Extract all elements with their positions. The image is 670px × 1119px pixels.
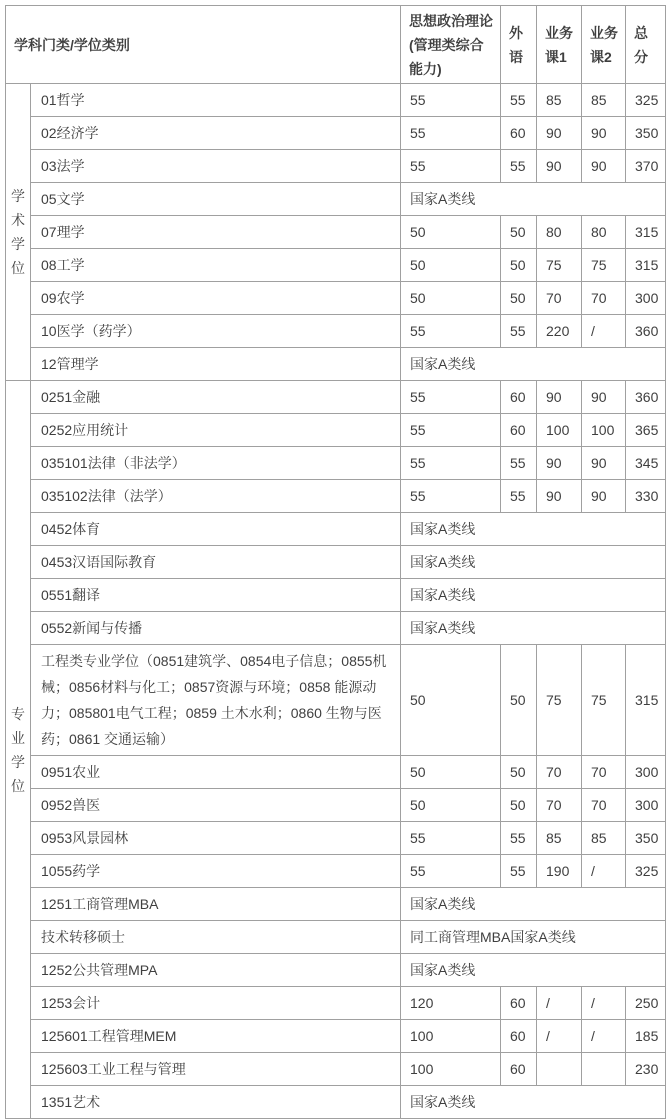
discipline-cell: 08工学 — [31, 249, 401, 282]
score-cell: 55 — [501, 150, 537, 183]
score-cell: 60 — [501, 1020, 537, 1053]
score-cell: 350 — [626, 822, 666, 855]
score-cell: 50 — [401, 249, 501, 282]
score-cell: 80 — [537, 216, 582, 249]
discipline-cell: 0953风景园林 — [31, 822, 401, 855]
discipline-cell: 0453汉语国际教育 — [31, 546, 401, 579]
section-group-cell — [6, 84, 31, 381]
discipline-cell: 07理学 — [31, 216, 401, 249]
col-header-politics: 思想政治理论(管理类综合能力) — [401, 6, 501, 84]
discipline-cell: 1055药学 — [31, 855, 401, 888]
score-cell: 100 — [582, 414, 626, 447]
score-cell: 50 — [501, 216, 537, 249]
discipline-cell: 035101法律（非法学） — [31, 447, 401, 480]
score-cell: 55 — [401, 84, 501, 117]
score-cell: 315 — [626, 216, 666, 249]
score-cell: 50 — [401, 282, 501, 315]
table-row — [6, 579, 666, 612]
score-cell: 90 — [582, 117, 626, 150]
score-cell: 90 — [582, 480, 626, 513]
score-span-cell: 国家A类线 — [401, 513, 666, 546]
score-cell: 120 — [401, 987, 501, 1020]
table-row — [6, 987, 666, 1020]
table-row — [6, 1020, 666, 1053]
col-header-discipline: 学科门类/学位类别 — [6, 6, 401, 84]
score-cell: 190 — [537, 855, 582, 888]
score-cell: 55 — [401, 315, 501, 348]
score-cell: 60 — [501, 381, 537, 414]
discipline-cell: 0952兽医 — [31, 789, 401, 822]
table-row — [6, 888, 666, 921]
score-cell: 90 — [582, 447, 626, 480]
table-row — [6, 216, 666, 249]
score-cell: 85 — [537, 84, 582, 117]
score-cell: 300 — [626, 789, 666, 822]
score-cell: 50 — [501, 756, 537, 789]
score-cell: / — [582, 855, 626, 888]
table-row — [6, 921, 666, 954]
discipline-cell: 1252公共管理MPA — [31, 954, 401, 987]
score-cell: 300 — [626, 756, 666, 789]
score-cell: 50 — [501, 789, 537, 822]
discipline-cell: 125601工程管理MEM — [31, 1020, 401, 1053]
score-cell: 315 — [626, 645, 666, 756]
score-cell: 60 — [501, 414, 537, 447]
score-cell: 75 — [582, 249, 626, 282]
score-cell: 325 — [626, 84, 666, 117]
discipline-cell: 0552新闻与传播 — [31, 612, 401, 645]
discipline-cell: 09农学 — [31, 282, 401, 315]
score-cell: 75 — [537, 645, 582, 756]
score-cell: 100 — [401, 1020, 501, 1053]
table-row — [6, 645, 666, 756]
score-cell: 90 — [537, 381, 582, 414]
score-cell: 75 — [582, 645, 626, 756]
table-row — [6, 84, 666, 117]
discipline-cell: 02经济学 — [31, 117, 401, 150]
col-header-foreign-language: 外语 — [501, 6, 537, 84]
score-cell: 55 — [401, 855, 501, 888]
discipline-cell: 1251工商管理MBA — [31, 888, 401, 921]
table-row — [6, 1086, 666, 1119]
discipline-cell: 1351艺术 — [31, 1086, 401, 1119]
discipline-cell: 工程类专业学位（0851建筑学、0854电子信息；0855机械；0856材料与化工；0857资源与环境；0858 能源动力；085801电气工程；0859 土木水利；0860 生物与医药；0861 交通运输） — [31, 645, 401, 756]
score-cell: / — [582, 1020, 626, 1053]
score-span-cell: 国家A类线 — [401, 579, 666, 612]
section-group-cell — [6, 381, 31, 1119]
table-row — [6, 546, 666, 579]
score-cell: 55 — [501, 84, 537, 117]
score-cell: 55 — [401, 822, 501, 855]
score-cell: 350 — [626, 117, 666, 150]
score-cell: 90 — [582, 150, 626, 183]
score-cell: 60 — [501, 1053, 537, 1086]
score-cell: 70 — [537, 756, 582, 789]
section-group-label: 学术学位 — [11, 188, 25, 276]
score-cell: 55 — [401, 117, 501, 150]
score-cell: 55 — [501, 480, 537, 513]
discipline-cell: 0452体育 — [31, 513, 401, 546]
score-span-cell: 国家A类线 — [401, 1086, 666, 1119]
score-cell: 330 — [626, 480, 666, 513]
score-cell: 250 — [626, 987, 666, 1020]
score-cell: 50 — [501, 249, 537, 282]
score-cell: 315 — [626, 249, 666, 282]
table-row — [6, 789, 666, 822]
discipline-cell: 0951农业 — [31, 756, 401, 789]
discipline-cell: 1253会计 — [31, 987, 401, 1020]
score-cell: 75 — [537, 249, 582, 282]
score-cell — [537, 1053, 582, 1086]
score-cell: 70 — [582, 282, 626, 315]
table-row — [6, 315, 666, 348]
score-cell: 325 — [626, 855, 666, 888]
score-cell: 55 — [401, 381, 501, 414]
score-cell: 50 — [401, 756, 501, 789]
score-cell: 50 — [401, 789, 501, 822]
table-row — [6, 249, 666, 282]
score-span-cell: 同工商管理MBA国家A类线 — [401, 921, 666, 954]
discipline-cell: 技术转移硕士 — [31, 921, 401, 954]
table-row — [6, 612, 666, 645]
discipline-cell: 0252应用统计 — [31, 414, 401, 447]
score-cell: / — [582, 987, 626, 1020]
score-cell: 50 — [501, 645, 537, 756]
discipline-cell: 03法学 — [31, 150, 401, 183]
table-row — [6, 183, 666, 216]
discipline-cell: 12管理学 — [31, 348, 401, 381]
score-cell: / — [537, 1020, 582, 1053]
score-cell — [582, 1053, 626, 1086]
score-cell: 90 — [537, 447, 582, 480]
table-row — [6, 513, 666, 546]
table-row — [6, 282, 666, 315]
table-row — [6, 414, 666, 447]
score-cell: 55 — [501, 822, 537, 855]
score-cell: 100 — [537, 414, 582, 447]
score-cell: 300 — [626, 282, 666, 315]
table-row — [6, 756, 666, 789]
discipline-cell: 125603工业工程与管理 — [31, 1053, 401, 1086]
score-cell: 185 — [626, 1020, 666, 1053]
score-cell: 90 — [537, 117, 582, 150]
score-span-cell: 国家A类线 — [401, 612, 666, 645]
discipline-cell: 035102法律（法学） — [31, 480, 401, 513]
score-cell: 220 — [537, 315, 582, 348]
score-span-cell: 国家A类线 — [401, 546, 666, 579]
score-cell: 360 — [626, 381, 666, 414]
score-cell: 55 — [401, 480, 501, 513]
table-row — [6, 447, 666, 480]
score-cell: 345 — [626, 447, 666, 480]
score-cell: 70 — [537, 282, 582, 315]
score-cell: 90 — [582, 381, 626, 414]
score-cell: 370 — [626, 150, 666, 183]
score-cell: 60 — [501, 117, 537, 150]
score-cell: 70 — [582, 756, 626, 789]
discipline-cell: 01哲学 — [31, 84, 401, 117]
score-cell: 70 — [582, 789, 626, 822]
score-cell: 55 — [401, 414, 501, 447]
score-span-cell: 国家A类线 — [401, 348, 666, 381]
score-span-cell: 国家A类线 — [401, 183, 666, 216]
score-cell: 50 — [401, 645, 501, 756]
score-cell: 55 — [401, 447, 501, 480]
table-row — [6, 381, 666, 414]
score-cell: 50 — [501, 282, 537, 315]
score-cell: 55 — [501, 447, 537, 480]
col-header-course2: 业务课2 — [582, 6, 626, 84]
discipline-cell: 0251金融 — [31, 381, 401, 414]
discipline-cell: 10医学（药学） — [31, 315, 401, 348]
table-row — [6, 348, 666, 381]
score-cell: / — [537, 987, 582, 1020]
score-cell: 90 — [537, 150, 582, 183]
header-row — [6, 6, 666, 84]
score-span-cell: 国家A类线 — [401, 888, 666, 921]
table-row — [6, 150, 666, 183]
score-cell: 90 — [537, 480, 582, 513]
score-cell: 360 — [626, 315, 666, 348]
score-cell: 85 — [582, 822, 626, 855]
score-cell: 85 — [582, 84, 626, 117]
score-cell: 230 — [626, 1053, 666, 1086]
score-cell: 100 — [401, 1053, 501, 1086]
score-cell: 70 — [537, 789, 582, 822]
discipline-cell: 05文学 — [31, 183, 401, 216]
score-cell: 55 — [401, 150, 501, 183]
col-header-total: 总分 — [626, 6, 666, 84]
table-row — [6, 954, 666, 987]
table-row — [6, 1053, 666, 1086]
col-header-course1: 业务课1 — [537, 6, 582, 84]
table-row — [6, 855, 666, 888]
score-cell: 365 — [626, 414, 666, 447]
score-cell: 55 — [501, 855, 537, 888]
table-row — [6, 822, 666, 855]
score-cell: 60 — [501, 987, 537, 1020]
score-table — [5, 5, 666, 1119]
discipline-cell: 0551翻译 — [31, 579, 401, 612]
score-cell: / — [582, 315, 626, 348]
table-row — [6, 480, 666, 513]
score-cell: 55 — [501, 315, 537, 348]
section-group-label: 专业学位 — [11, 705, 25, 794]
score-span-cell: 国家A类线 — [401, 954, 666, 987]
table-row — [6, 117, 666, 150]
score-cell: 50 — [401, 216, 501, 249]
score-cell: 85 — [537, 822, 582, 855]
score-cell: 80 — [582, 216, 626, 249]
